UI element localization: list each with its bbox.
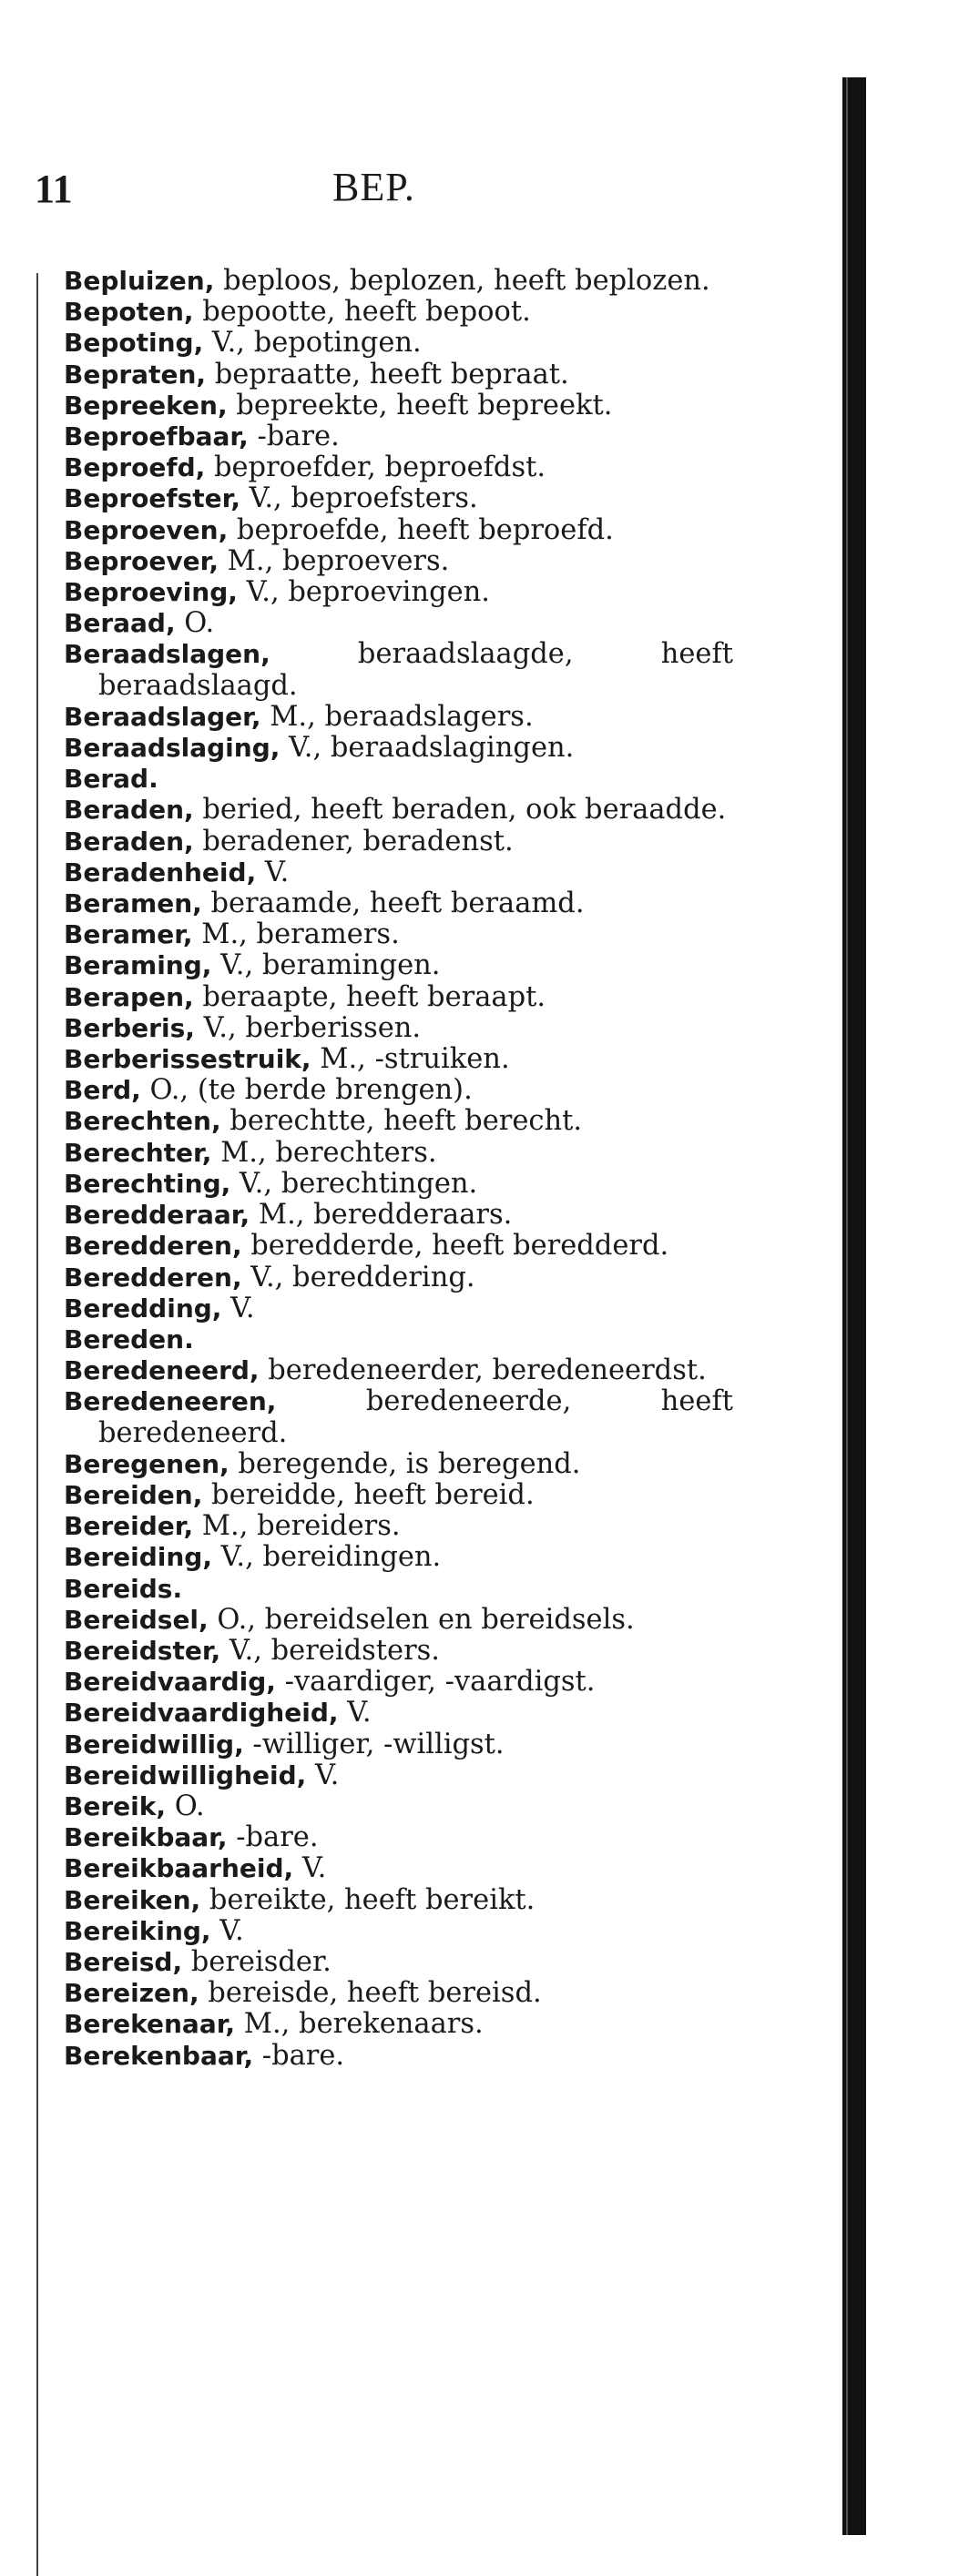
entry-headword: Berechter, [64, 1137, 212, 1168]
entry-headword: Bereids. [64, 1573, 183, 1604]
dictionary-entries [64, 266, 733, 2072]
entry-headword: Bereikbaar, [64, 1822, 228, 1853]
entry-text: bereisder. [182, 1945, 332, 1978]
entry-headword: Bereik, [64, 1790, 166, 1821]
entry-headword: Bepoting, [64, 328, 204, 359]
dictionary-entry [64, 888, 733, 919]
entry-headword: Bereiden, [64, 1479, 203, 1510]
entry-text: V., bereddering. [241, 1261, 475, 1293]
entry-text: M., berekenaars. [235, 2008, 484, 2041]
entry-text: M., beproevers. [218, 544, 450, 577]
dictionary-entry [64, 764, 733, 795]
entry-text: beproefder, beproefdst. [205, 451, 546, 484]
entry-headword: Beraadslager, [64, 701, 261, 732]
entry-headword: Berapen, [64, 981, 194, 1012]
dictionary-entry [64, 1947, 733, 1978]
entry-headword: Beraadslagen, [64, 639, 270, 670]
entry-text: -bare. [248, 421, 340, 453]
dictionary-entry [64, 1822, 733, 1853]
page-number: 11 [35, 167, 73, 211]
dictionary-entry [64, 702, 733, 733]
entry-text: beraamde, heeft beraamd. [201, 887, 585, 920]
entry-text: -bare. [227, 1821, 319, 1854]
entry-headword: Beredderen, [64, 1231, 242, 1262]
dictionary-entry [64, 421, 733, 452]
entry-headword: Beramen, [64, 888, 202, 919]
entry-headword: Beproeven, [64, 514, 229, 545]
entry-headword: Bereiding, [64, 1542, 212, 1573]
entry-headword: Beproefbaar, [64, 421, 249, 452]
entry-text: M., berechters. [211, 1136, 437, 1169]
dictionary-entry [64, 515, 733, 546]
entry-headword: Berad. [64, 764, 158, 795]
entry-headword: Berechting, [64, 1168, 231, 1199]
dictionary-entry [64, 1853, 733, 1884]
entry-text: bepootte, heeft bepoot. [193, 296, 531, 329]
dictionary-entry [64, 328, 733, 359]
dictionary-entry [64, 1885, 733, 1916]
dictionary-entry [64, 827, 733, 857]
entry-headword: Beraadslaging, [64, 733, 280, 764]
entry-headword: Beproefd, [64, 452, 206, 483]
entry-headword: Beraad, [64, 608, 176, 639]
dictionary-entry [64, 1200, 733, 1231]
entry-headword: Berekenaar, [64, 2009, 236, 2040]
entry-headword: Beramer, [64, 919, 193, 950]
dictionary-entry [64, 608, 733, 639]
entry-text: bereisde, heeft bereisd. [199, 1977, 542, 2010]
entry-text: M., beraadslagers. [260, 700, 534, 733]
entry-text: O. [175, 607, 215, 640]
dictionary-entry [64, 1760, 733, 1791]
entry-text: V., bereidingen. [211, 1541, 442, 1574]
entry-text: -bare. [253, 2039, 345, 2072]
dictionary-entry [64, 1075, 733, 1106]
entry-headword: Bereidsel, [64, 1604, 209, 1635]
entry-text: beploos, beplozen, heeft beplozen. [214, 265, 710, 297]
entry-text: beproefde, heeft beproefd. [228, 513, 614, 546]
dictionary-entry [64, 360, 733, 390]
entry-text: berechtte, heeft berecht. [220, 1105, 583, 1138]
dictionary-entry [64, 297, 733, 328]
dictionary-entry [64, 1511, 733, 1542]
entry-headword: Berechten, [64, 1106, 221, 1137]
dictionary-entry [64, 1138, 733, 1169]
entry-text: O., (te berde brengen). [140, 1074, 473, 1107]
entry-text: bepreekte, heeft bepreekt. [227, 389, 613, 421]
dictionary-entry [64, 1355, 733, 1386]
entry-text: V. [306, 1759, 340, 1791]
dictionary-entry [64, 390, 733, 421]
entry-headword: Beproefster, [64, 483, 240, 514]
entry-text: bereikte, heeft bereikt. [200, 1883, 536, 1916]
dictionary-entry [64, 1698, 733, 1729]
entry-text: V. [293, 1852, 327, 1885]
dictionary-entry [64, 483, 733, 514]
dictionary-entry [64, 1386, 733, 1448]
entry-text: beraapte, heeft beraapt. [193, 980, 546, 1013]
entry-text: V. [210, 1914, 244, 1947]
entry-headword: Bereisd, [64, 1946, 183, 1977]
dictionary-entry [64, 982, 733, 1013]
entry-headword: Berekenbaar, [64, 2040, 254, 2071]
entry-text: V. [221, 1292, 255, 1324]
entry-headword: Bereidster, [64, 1635, 221, 1666]
entry-text: V. [256, 856, 290, 888]
dictionary-entry [64, 733, 733, 764]
entry-text: beredeneerder, beredeneerdst. [259, 1354, 707, 1387]
entry-headword: Bereider, [64, 1511, 194, 1542]
entry-text: V., beproevingen. [237, 576, 490, 609]
page-binding-edge [842, 77, 866, 2535]
dictionary-entry [64, 1542, 733, 1573]
entry-headword: Bepoten, [64, 297, 194, 328]
dictionary-entry [64, 1636, 733, 1667]
entry-headword: Berberis, [64, 1012, 195, 1043]
entry-headword: Bepreeken, [64, 390, 228, 421]
dictionary-entry [64, 1978, 733, 2009]
dictionary-entry [64, 1480, 733, 1511]
dictionary-entry [64, 546, 733, 577]
margin-rule [36, 273, 38, 2576]
entry-headword: Bepraten, [64, 359, 207, 390]
entry-headword: Beredderen, [64, 1262, 242, 1293]
entry-text: V., berechtingen. [230, 1167, 478, 1200]
dictionary-entry [64, 1574, 733, 1605]
entry-headword: Berd, [64, 1075, 141, 1106]
dictionary-entry [64, 2009, 733, 2040]
dictionary-entry [64, 857, 733, 888]
entry-headword: Beproever, [64, 545, 219, 576]
dictionary-entry [64, 1791, 733, 1822]
entry-headword: Bereizen, [64, 1978, 199, 2009]
dictionary-entry [64, 1729, 733, 1760]
entry-headword: Beredderaar, [64, 1200, 250, 1231]
dictionary-entry [64, 1667, 733, 1698]
dictionary-entry [64, 1263, 733, 1293]
dictionary-entry [64, 639, 733, 701]
entry-text: O., bereidselen en bereidsels. [208, 1603, 635, 1636]
entry-headword: Beradenheid, [64, 857, 257, 887]
entry-text: beradener, beradenst. [193, 825, 514, 857]
entry-text: V., beraadslagingen. [280, 732, 575, 765]
entry-headword: Bereiken, [64, 1884, 201, 1915]
entry-headword: Beredeneeren, [64, 1386, 277, 1417]
entry-text: V., bereidsters. [220, 1634, 440, 1667]
entry-text: O. [166, 1790, 205, 1822]
dictionary-entry [64, 1169, 733, 1200]
entry-headword: Bereidwilligheid, [64, 1760, 307, 1790]
entry-text: V., beramingen. [211, 949, 441, 982]
entry-headword: Beredding, [64, 1293, 222, 1323]
entry-text: beried, heeft beraden, ook beraadde. [193, 794, 727, 827]
entry-headword: Beraden, [64, 826, 194, 857]
dictionary-entry [64, 919, 733, 950]
entry-text: -williger, -willigst. [243, 1728, 505, 1760]
dictionary-entry [64, 1013, 733, 1044]
entry-text: -vaardiger, -vaardigst. [275, 1666, 596, 1699]
dictionary-entry [64, 1324, 733, 1355]
entry-text: M., -struiken. [311, 1043, 510, 1076]
entry-text: beregende, is beregend. [229, 1447, 581, 1480]
entry-headword: Bereidvaardig, [64, 1667, 276, 1698]
dictionary-entry [64, 1106, 733, 1137]
entry-text: beredderde, heeft beredderd. [241, 1230, 669, 1263]
dictionary-entry [64, 1605, 733, 1636]
entry-text: V., berberissen. [194, 1011, 422, 1044]
entry-text: M., beramers. [192, 918, 400, 951]
entry-headword: Bepluizen, [64, 266, 215, 296]
entry-headword: Bereiking, [64, 1915, 211, 1946]
entry-text: V. [338, 1697, 372, 1729]
entry-headword: Beraming, [64, 950, 212, 981]
entry-text: beredeneerde, heeft beredeneerd. [98, 1385, 733, 1449]
dictionary-entry [64, 452, 733, 483]
entry-headword: Beraden, [64, 795, 194, 826]
dictionary-entry [64, 795, 733, 826]
entry-text: V., beproefsters. [240, 482, 478, 515]
entry-headword: Bereidvaardigheid, [64, 1698, 339, 1729]
dictionary-entry [64, 950, 733, 981]
entry-text: M., bereiders. [193, 1510, 401, 1543]
entry-text: bepraatte, heeft bepraat. [206, 358, 569, 390]
dictionary-entry [64, 1293, 733, 1324]
dictionary-entry [64, 1449, 733, 1480]
entry-headword: Bereden. [64, 1323, 194, 1354]
dictionary-entry [64, 266, 733, 297]
entry-text: beraadslaagde, heeft beraadslaagd. [98, 638, 733, 702]
dictionary-entry [64, 1231, 733, 1262]
entry-headword: Beregenen, [64, 1448, 230, 1479]
entry-text: M., beredderaars. [250, 1199, 513, 1232]
dictionary-entry [64, 1044, 733, 1075]
entry-headword: Bereidwillig, [64, 1729, 244, 1760]
entry-headword: Bereikbaarheid, [64, 1853, 294, 1884]
entry-headword: Berberissestruik, [64, 1044, 311, 1075]
entry-headword: Beproeving, [64, 577, 238, 608]
entry-text: V., bepotingen. [203, 327, 422, 360]
dictionary-entry [64, 2041, 733, 2072]
entry-text: bereidde, heeft bereid. [202, 1478, 535, 1511]
page-title: BEP. [332, 165, 415, 209]
dictionary-entry [64, 577, 733, 608]
dictionary-entry [64, 1916, 733, 1947]
entry-headword: Beredeneerd, [64, 1355, 260, 1386]
